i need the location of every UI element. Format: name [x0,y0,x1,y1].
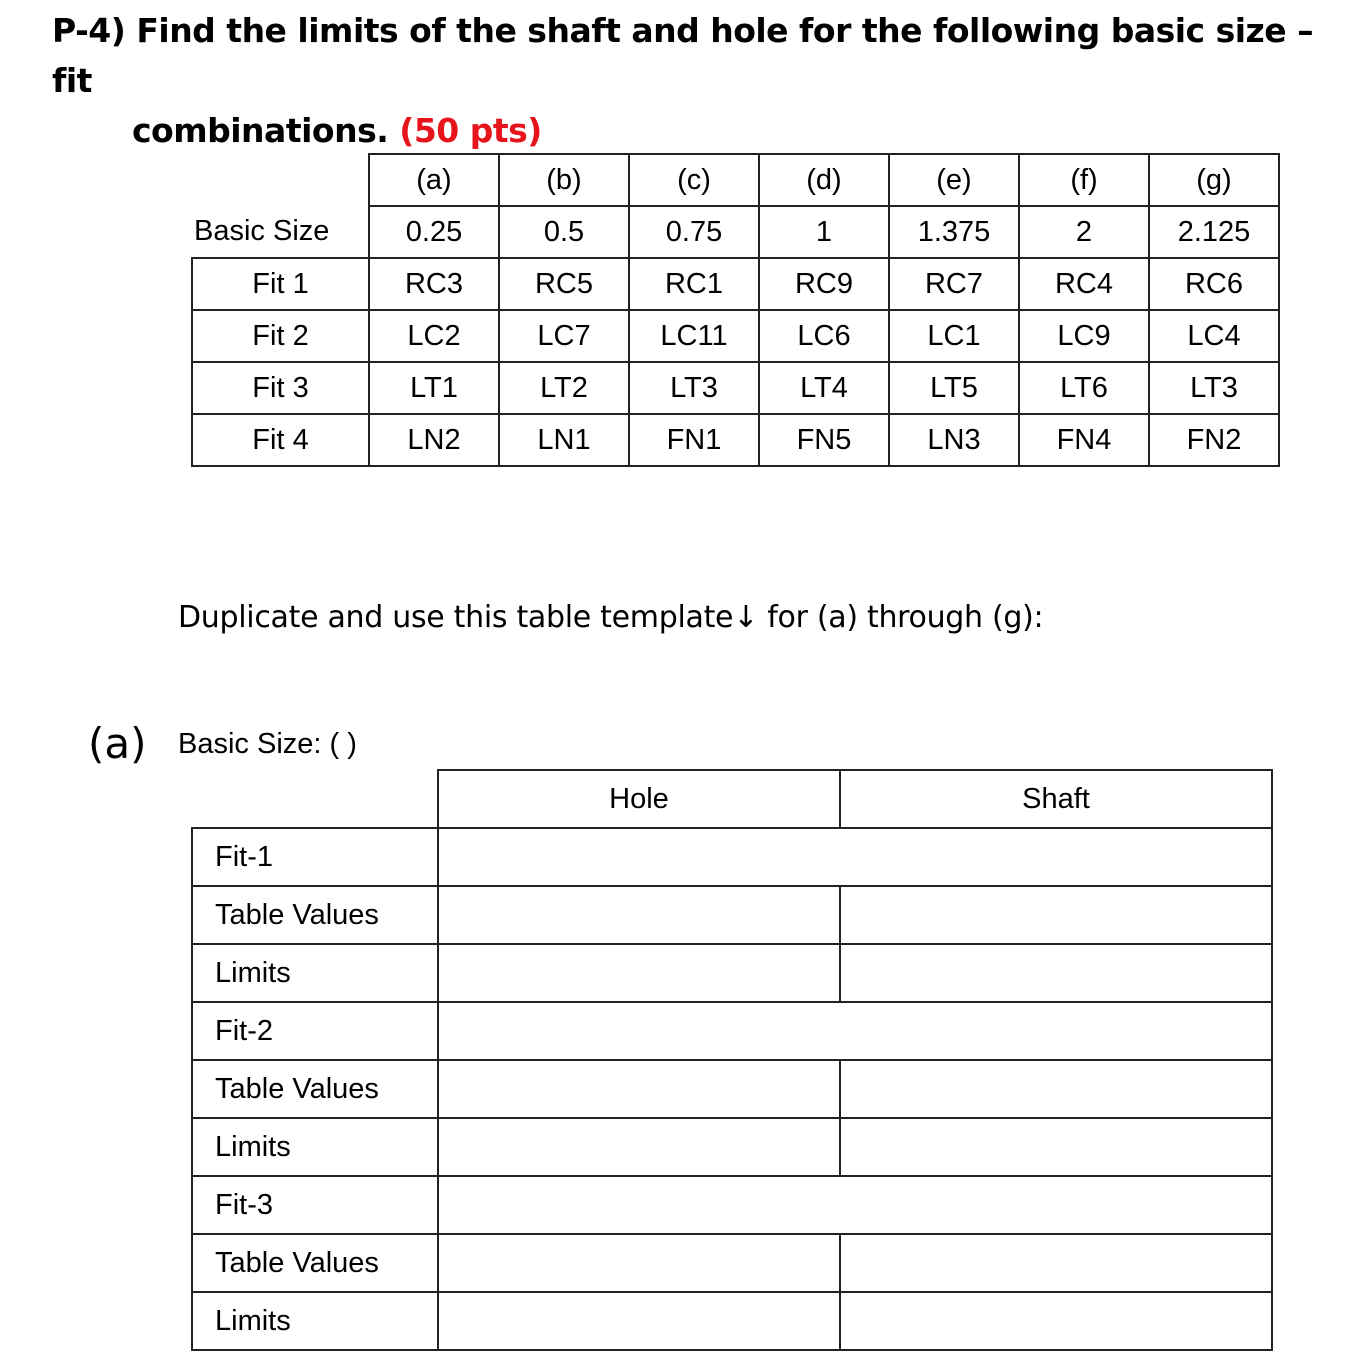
column-header: (f) [1019,154,1149,206]
table-cell: 0.75 [629,206,759,258]
table-cell: LT1 [369,362,499,414]
template-row [192,1002,1272,1060]
row-label: Basic Size [192,206,369,258]
shaft-entry-cell[interactable] [840,1234,1272,1292]
column-header: (b) [499,154,629,206]
row-label: Fit-1 [192,828,438,886]
table-cell: FN1 [629,414,759,466]
template-row [192,1234,1272,1292]
table-row [192,310,1279,362]
template-row [192,944,1272,1002]
template-row [192,1060,1272,1118]
row-label: Limits [192,944,438,1002]
table-cell: LN3 [889,414,1019,466]
shaft-entry-cell[interactable] [840,1292,1272,1350]
shaft-entry-cell[interactable] [840,886,1272,944]
row-label: Fit 1 [192,258,369,310]
table-cell: RC1 [629,258,759,310]
title-combinations: combinations. [132,111,389,150]
column-header: (c) [629,154,759,206]
table-row [192,414,1279,466]
table-cell: LT3 [629,362,759,414]
table-cell: 2 [1019,206,1149,258]
hole-entry-cell[interactable] [438,1118,840,1176]
fit-entry-cell[interactable] [438,828,1272,886]
fit-entry-cell[interactable] [438,1176,1272,1234]
table-cell: LT3 [1149,362,1279,414]
shaft-entry-cell[interactable] [840,1118,1272,1176]
hole-entry-cell[interactable] [438,1234,840,1292]
table-cell: RC5 [499,258,629,310]
title-line-2 [52,106,1332,156]
table-cell: 2.125 [1149,206,1279,258]
basic-size-label: Basic Size: ( ) [178,728,357,760]
column-header: (e) [889,154,1019,206]
column-header: (g) [1149,154,1279,206]
template-table [191,769,1273,1351]
empty-corner-cell [192,770,438,828]
table-row [192,206,1279,258]
table-cell: 0.25 [369,206,499,258]
table-row [192,362,1279,414]
hole-entry-cell[interactable] [438,1292,840,1350]
hole-entry-cell[interactable] [438,1060,840,1118]
table-row [192,258,1279,310]
table-cell: RC9 [759,258,889,310]
table-cell: FN4 [1019,414,1149,466]
table-cell: RC6 [1149,258,1279,310]
row-label: Fit 3 [192,362,369,414]
row-label: Table Values [192,886,438,944]
template-row [192,1292,1272,1350]
table-cell: RC3 [369,258,499,310]
table-cell: FN2 [1149,414,1279,466]
instruction-text: Duplicate and use this table template↓ for (a) through (g): [178,600,1044,635]
table-header-row [192,154,1279,206]
row-label: Fit 4 [192,414,369,466]
table-cell: LT6 [1019,362,1149,414]
table-cell: LC9 [1019,310,1149,362]
fit-entry-cell[interactable] [438,1002,1272,1060]
row-label: Table Values [192,1234,438,1292]
template-row [192,828,1272,886]
problem-title [52,6,1332,156]
column-header: (d) [759,154,889,206]
table-cell: 1 [759,206,889,258]
table-cell: FN5 [759,414,889,466]
hole-entry-cell[interactable] [438,886,840,944]
shaft-header: Shaft [840,770,1272,828]
table-cell: LC6 [759,310,889,362]
table-cell: LN1 [499,414,629,466]
table-cell: LC4 [1149,310,1279,362]
table-cell: LC7 [499,310,629,362]
table-cell: LT2 [499,362,629,414]
row-label: Fit-3 [192,1176,438,1234]
shaft-entry-cell[interactable] [840,944,1272,1002]
template-row [192,1118,1272,1176]
shaft-entry-cell[interactable] [840,1060,1272,1118]
part-label: (a) [88,719,147,768]
template-header-row [192,770,1272,828]
table-cell: LT5 [889,362,1019,414]
title-line-1: P-4) Find the limits of the shaft and hole for the following basic size – fit [52,11,1314,100]
table-cell: 1.375 [889,206,1019,258]
fit-combinations-table [191,153,1280,467]
row-label: Limits [192,1118,438,1176]
column-header: (a) [369,154,499,206]
hole-header: Hole [438,770,840,828]
table-cell: LC11 [629,310,759,362]
points-label: (50 pts) [399,111,542,150]
template-row [192,886,1272,944]
hole-entry-cell[interactable] [438,944,840,1002]
table-cell: LT4 [759,362,889,414]
table-cell: LC1 [889,310,1019,362]
table-cell: 0.5 [499,206,629,258]
row-label: Fit-2 [192,1002,438,1060]
row-label: Limits [192,1292,438,1350]
empty-corner-cell [192,154,369,206]
table-cell: LC2 [369,310,499,362]
template-row [192,1176,1272,1234]
row-label: Fit 2 [192,310,369,362]
table-cell: LN2 [369,414,499,466]
table-cell: RC4 [1019,258,1149,310]
row-label: Table Values [192,1060,438,1118]
table-cell: RC7 [889,258,1019,310]
